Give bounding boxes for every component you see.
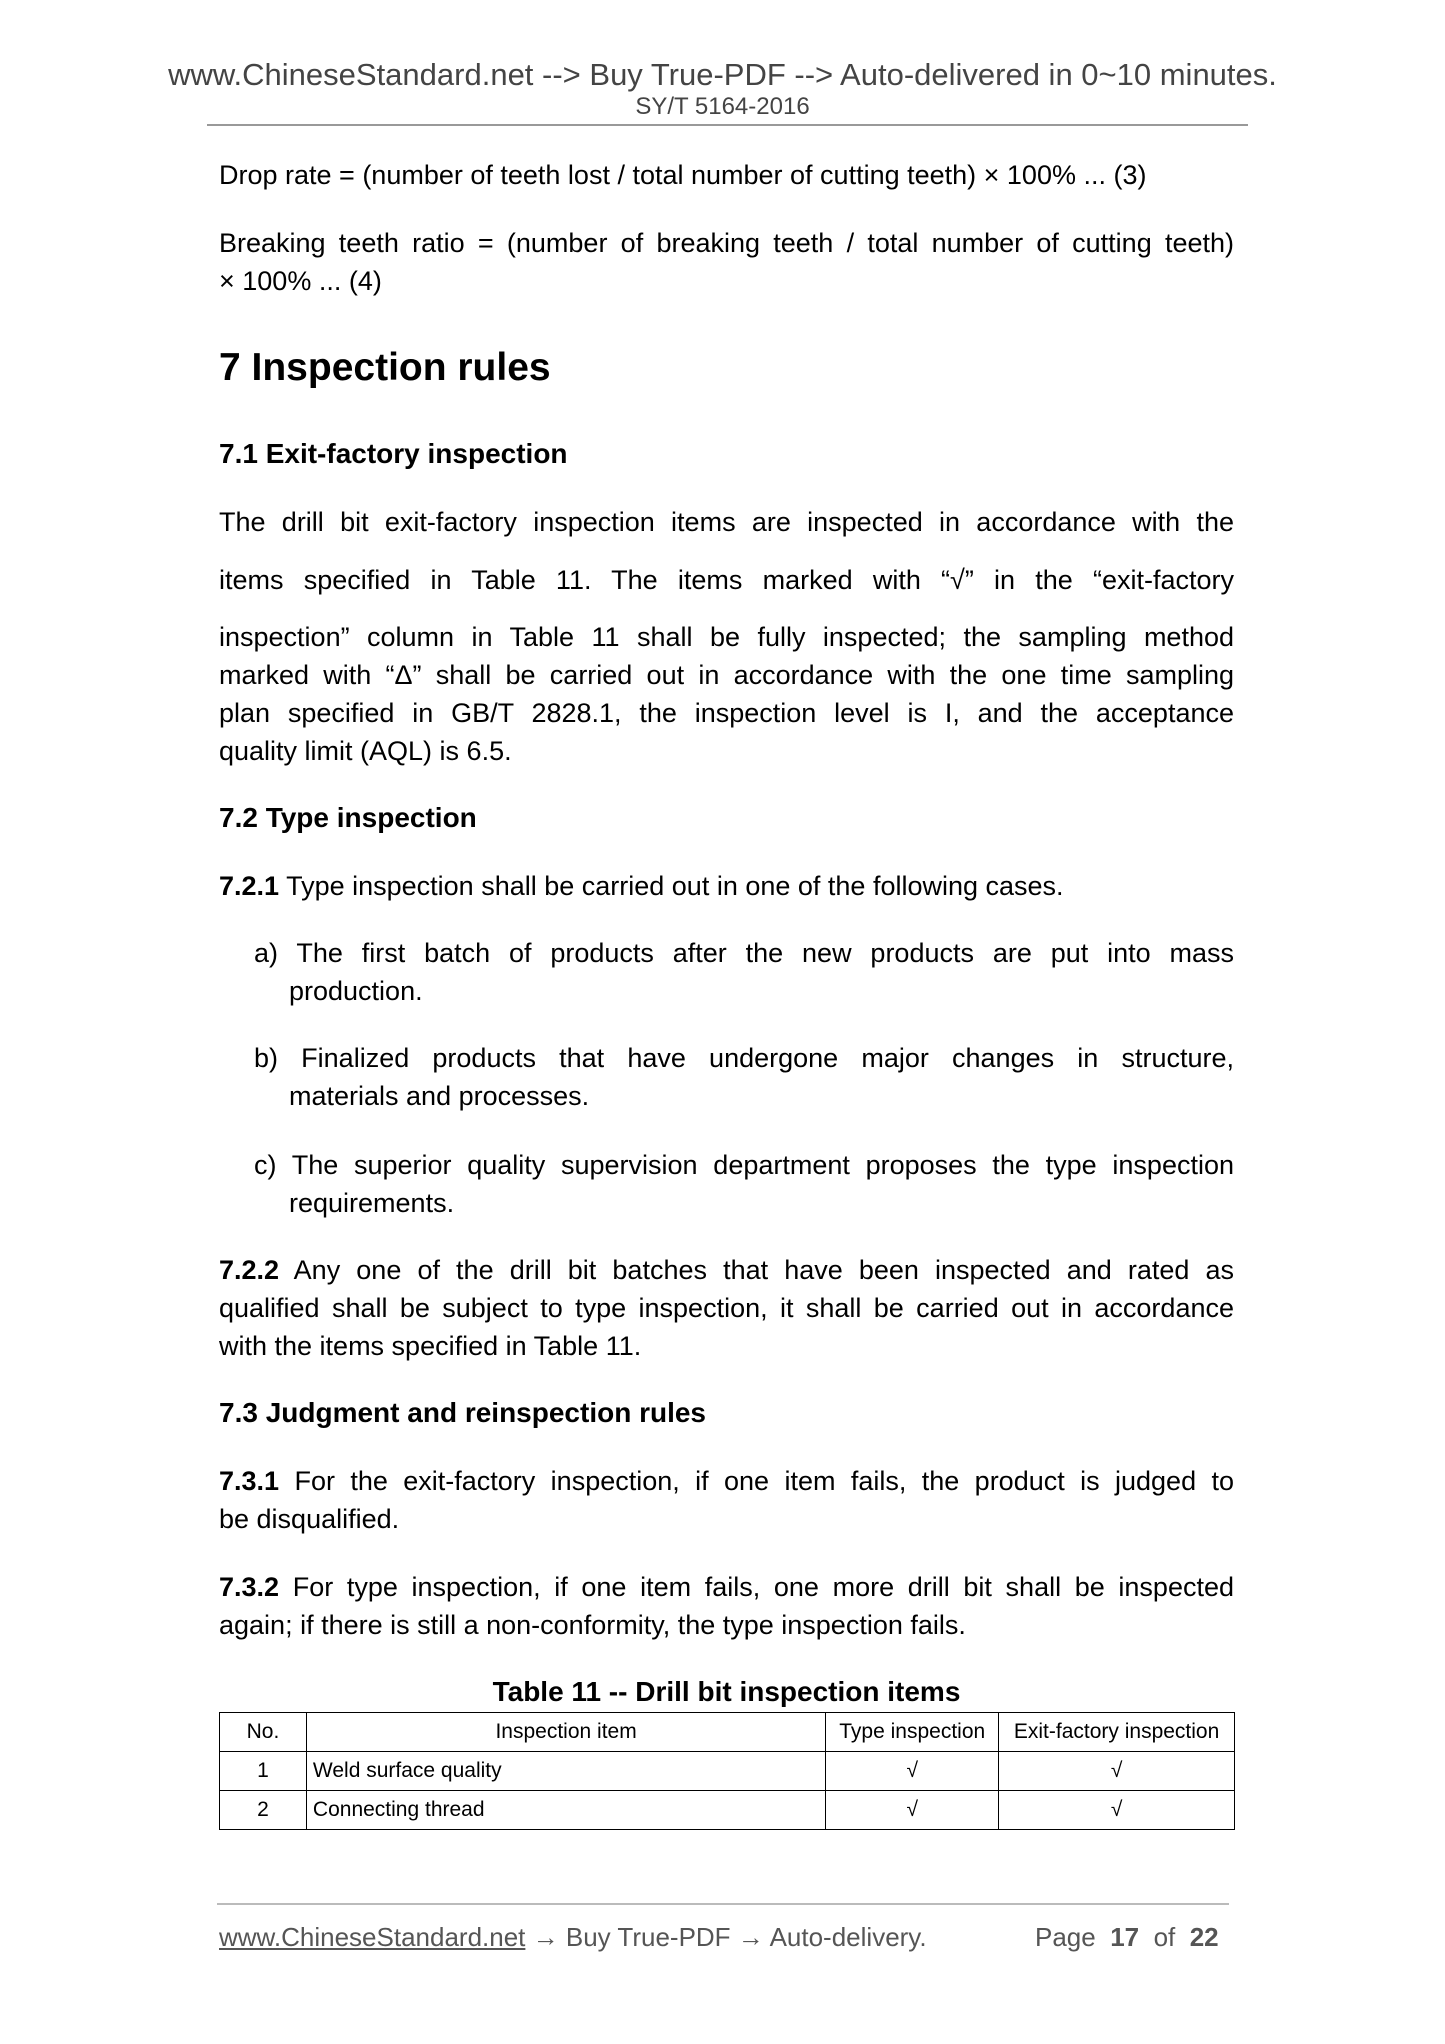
case-c-cont: requirements. — [289, 1188, 455, 1218]
header-no: No. — [220, 1713, 307, 1752]
clause-7-3-2 — [219, 1568, 1234, 1606]
section-7-1-heading: 7.1 Exit-factory inspection — [219, 438, 568, 469]
paragraph-line: plan specified in GB/T 2828.1, the inspection level is I, and the acceptance — [219, 698, 1234, 728]
clause-text: For the exit-factory inspection, if one item fails, the product is judged to — [279, 1466, 1234, 1496]
clause-number: 7.3.1 — [219, 1466, 280, 1496]
formula-drop-rate: Drop rate = (number of teeth lost / total number of cutting teeth) × 100% ... (3) — [219, 160, 1147, 190]
clause-text: Any one of the drill bit batches that have been inspected and rated as — [279, 1255, 1234, 1285]
cell-no: 2 — [220, 1791, 307, 1830]
section-7-2-heading: 7.2 Type inspection — [219, 802, 477, 833]
paragraph-line: The drill bit exit-factory inspection items are inspected in accordance with the — [219, 507, 1234, 537]
clause-text: For type inspection, if one item fails, one more drill bit shall be inspected — [279, 1572, 1234, 1602]
clause-7-2-2 — [219, 1251, 1234, 1289]
clause-7-3-1 — [219, 1462, 1234, 1500]
paragraph-line: quality limit (AQL) is 6.5. — [219, 736, 512, 766]
check-icon: √ — [999, 1752, 1235, 1791]
paragraph-line: with the items specified in Table 11. — [219, 1331, 642, 1361]
paragraph-line: inspection” column in Table 11 shall be fully inspected; the sampling method — [219, 622, 1234, 652]
case-c: c) The superior quality supervision department proposes the type inspection — [254, 1150, 1234, 1180]
header-banner: www.ChineseStandard.net --> Buy True-PDF --> Auto-delivered in 0~10 minutes. — [168, 57, 1277, 92]
footer-divider — [217, 1903, 1229, 1905]
formula-breaking-ratio-cont: × 100% ... (4) — [219, 266, 382, 296]
section-7-heading: 7 Inspection rules — [219, 346, 551, 389]
paragraph-line: qualified shall be subject to type inspection, it shall be carried out in accordance — [219, 1293, 1234, 1323]
clause-7-2-1 — [219, 867, 1234, 905]
formula-breaking-ratio: Breaking teeth ratio = (number of breaking teeth / total number of cutting teeth) — [219, 228, 1234, 258]
footer-rest: → Buy True-PDF → Auto-delivery. — [525, 1922, 927, 1952]
case-b-cont: materials and processes. — [289, 1081, 590, 1111]
table-title: Table 11 -- Drill bit inspection items — [492, 1676, 961, 1707]
paragraph-line: be disqualified. — [219, 1504, 400, 1534]
clause-number: 7.2.2 — [219, 1255, 280, 1285]
document-code: SY/T 5164-2016 — [635, 93, 810, 120]
case-a: a) The first batch of products after the new products are put into mass — [254, 938, 1234, 968]
cell-item: Weld surface quality — [306, 1752, 825, 1791]
clause-number: 7.2.1 — [219, 871, 280, 901]
page-indicator — [1035, 1922, 1219, 1953]
header-divider — [207, 124, 1248, 126]
table-row — [220, 1791, 1235, 1830]
cell-no: 1 — [220, 1752, 307, 1791]
check-icon: √ — [826, 1752, 999, 1791]
inspection-items-table — [219, 1712, 1235, 1830]
check-icon: √ — [826, 1791, 999, 1830]
page-of: of — [1153, 1922, 1176, 1952]
clause-text: Type inspection shall be carried out in one of the following cases. — [279, 871, 1064, 901]
case-a-cont: production. — [289, 976, 423, 1006]
check-icon: √ — [999, 1791, 1235, 1830]
header-exit-factory-inspection: Exit-factory inspection — [999, 1713, 1235, 1752]
page-label: Page — [1035, 1922, 1096, 1952]
page-number: 17 — [1110, 1922, 1140, 1952]
table-row — [220, 1752, 1235, 1791]
header-type-inspection: Type inspection — [826, 1713, 999, 1752]
paragraph-line: marked with “Δ” shall be carried out in accordance with the one time sampling — [219, 660, 1234, 690]
table-header-row — [220, 1713, 1235, 1752]
page-total: 22 — [1189, 1922, 1219, 1952]
case-b: b) Finalized products that have undergone major changes in structure, — [254, 1043, 1234, 1073]
header-item: Inspection item — [306, 1713, 825, 1752]
footer-link[interactable]: www.ChineseStandard.net — [219, 1922, 526, 1952]
cell-item: Connecting thread — [306, 1791, 825, 1830]
footer-text — [219, 1922, 927, 1953]
paragraph-line: again; if there is still a non-conformity, the type inspection fails. — [219, 1610, 966, 1640]
clause-number: 7.3.2 — [219, 1572, 280, 1602]
paragraph-line: items specified in Table 11. The items marked with “√” in the “exit-factory — [219, 565, 1234, 595]
section-7-3-heading: 7.3 Judgment and reinspection rules — [219, 1397, 707, 1428]
